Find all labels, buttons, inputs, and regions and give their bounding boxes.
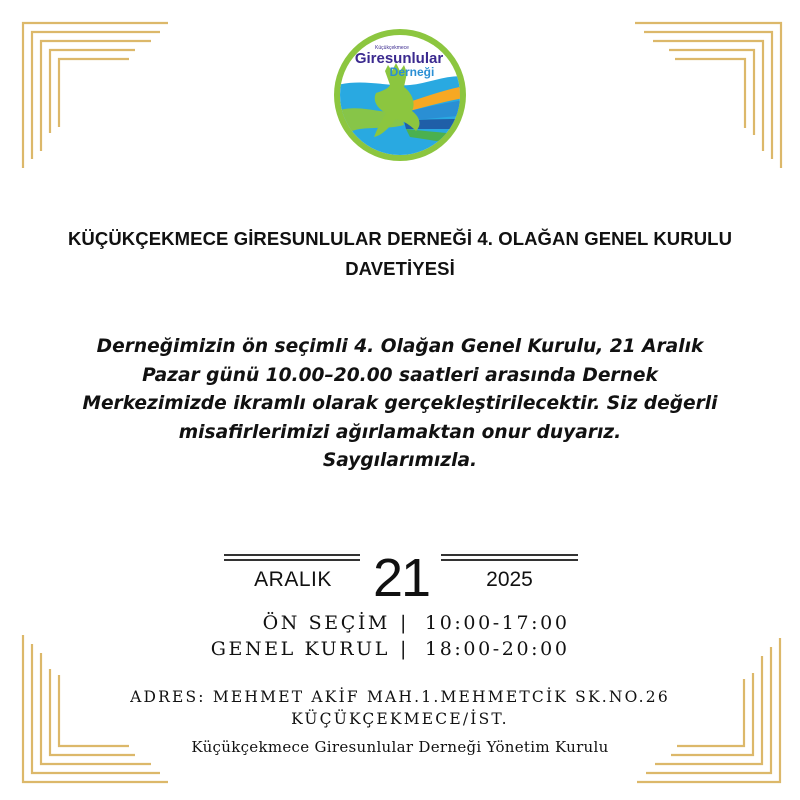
schedule-time: 18:00-20:00: [425, 638, 570, 660]
schedule-time: 10:00-17:00: [425, 612, 570, 634]
message-line: Pazar günü 10.00–20.00 saatleri arasında Dernek: [142, 364, 658, 386]
address-line-2: KÜÇÜKÇEKMECE/İST.: [291, 710, 509, 728]
association-logo: [330, 25, 470, 165]
double-rule-left: [224, 554, 360, 561]
svg-text:Derneği: Derneği: [389, 65, 435, 79]
corner-ornament-top-right: [620, 0, 800, 180]
svg-text:Küçükçekmece: Küçükçekmece: [375, 45, 409, 51]
date-month: ARALIK: [254, 568, 332, 591]
message-line: misafirlerimizi ağırlamaktan onur duyarız.: [178, 421, 622, 443]
schedule-label: GENEL KURUL: [210, 638, 390, 660]
logo-emblem-icon: [330, 25, 470, 165]
date-day: 21: [372, 548, 430, 608]
event-address: [0, 686, 800, 730]
date-year: 2025: [486, 568, 533, 591]
event-date: [0, 548, 800, 608]
corner-lines-icon: [0, 0, 180, 180]
event-schedule: [0, 610, 800, 666]
message-line: Derneğimizin ön seçimli 4. Olağan Genel Kurulu, 21 Aralık: [96, 336, 704, 357]
title-line-2: DAVETİYESİ: [345, 258, 455, 279]
title-line-1: KÜÇÜKÇEKMECE GİRESUNLULAR DERNEĞİ 4. OLAĞAN GENEL KURULU: [67, 228, 733, 249]
schedule-separator: |: [400, 612, 410, 634]
schedule-row-general-assembly: [0, 636, 800, 662]
signature: Küçükçekmece Giresunlular Derneği Yönetim Kurulu: [191, 738, 609, 756]
message-line: Saygılarımızla.: [322, 450, 478, 471]
schedule-label: ÖN SEÇİM: [262, 612, 390, 634]
message-line: Merkezimizde ikramlı olarak gerçekleştirilecektir. Siz değerli: [82, 393, 718, 414]
invitation-message: [40, 333, 760, 476]
schedule-row-pre-election: [0, 610, 800, 636]
double-rule-right: [441, 554, 578, 561]
schedule-separator: |: [400, 638, 410, 660]
corner-lines-icon: [620, 0, 800, 180]
corner-ornament-top-left: [0, 0, 180, 180]
address-line-1: ADRES: MEHMET AKİF MAH.1.MEHMETCİK SK.NO.26: [130, 688, 670, 706]
svg-text:Giresunlular: Giresunlular: [354, 50, 444, 67]
invitation-title: [0, 224, 800, 284]
